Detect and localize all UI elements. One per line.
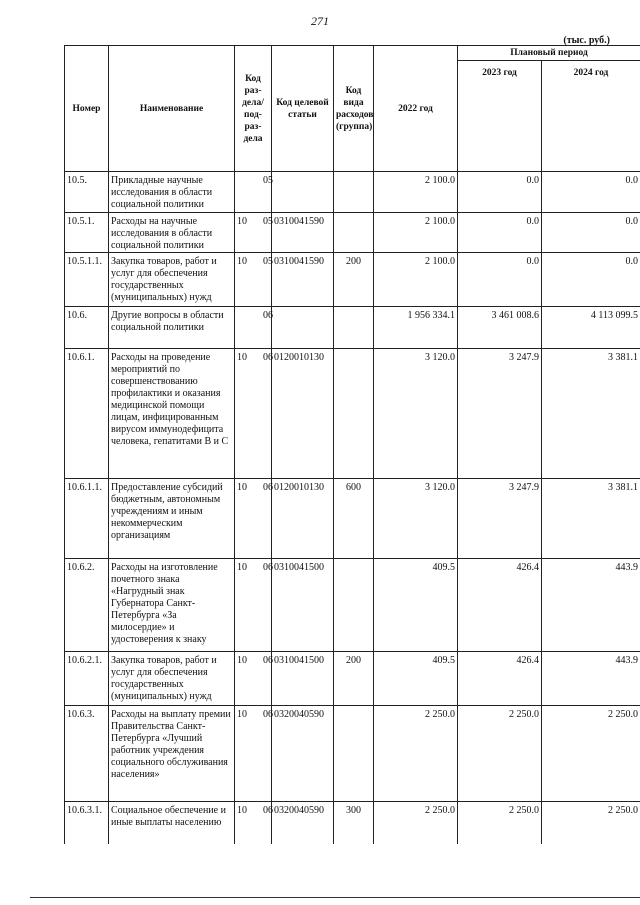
row-razdel: 10 (237, 709, 247, 720)
row-podrazdel: 06 (263, 805, 273, 816)
row-year-2023: 2 250.0 (458, 802, 542, 844)
row-name: Предоставление субсидий бюджетным, автономным учреждениям и иным некоммерческим организациям (109, 479, 235, 559)
row-name: Расходы на научные исследования в области социальной политики (109, 213, 235, 253)
page-number: 271 (311, 14, 329, 28)
row-expense-type (334, 307, 374, 349)
table-row (65, 213, 640, 253)
row-name: Другие вопросы в области социальной политики (109, 307, 235, 349)
table-row (65, 652, 640, 706)
row-name: Расходы на выплату премии Правительства Санкт-Петербурга «Лучший работник учреждения социального обслуживания населения» (109, 706, 235, 802)
row-podrazdel: 05 (263, 216, 273, 227)
header-plan-period: Плановый период (458, 46, 640, 61)
row-number: 10.5.1. (65, 213, 109, 253)
table-row (65, 253, 640, 307)
row-target: 0320040590 (272, 802, 334, 844)
row-section (235, 559, 272, 652)
table-row (65, 706, 640, 802)
header-year-2023: 2023 год (458, 61, 542, 172)
row-podrazdel: 06 (263, 655, 273, 666)
row-target: 0310041500 (272, 559, 334, 652)
row-year-2023: 3 461 008.6 (458, 307, 542, 349)
row-name: Закупка товаров, работ и услуг для обеспечения государственных (муниципальных) нужд (109, 253, 235, 307)
header-expense-type-code: Код вида расходов (группа) (334, 46, 374, 172)
row-target: 0310041500 (272, 652, 334, 706)
row-target: 0310041590 (272, 253, 334, 307)
row-number: 10.6.2. (65, 559, 109, 652)
row-target: 0120010130 (272, 349, 334, 479)
row-year-2023: 426.4 (458, 559, 542, 652)
header-target-code: Код целевой статьи (272, 46, 334, 172)
row-year-2024: 3 381.1 (542, 349, 640, 479)
row-year-2022: 2 100.0 (374, 213, 458, 253)
row-year-2024: 443.9 (542, 652, 640, 706)
table-row (65, 559, 640, 652)
row-podrazdel: 06 (263, 562, 273, 573)
budget-table (64, 45, 640, 844)
row-expense-type (334, 172, 374, 213)
row-year-2024: 443.9 (542, 559, 640, 652)
row-year-2022: 3 120.0 (374, 479, 458, 559)
row-podrazdel: 06 (263, 709, 273, 720)
row-expense-type (334, 706, 374, 802)
row-razdel: 10 (237, 655, 247, 666)
row-section (235, 213, 272, 253)
row-expense-type (334, 213, 374, 253)
row-number: 10.5. (65, 172, 109, 213)
row-number: 10.5.1.1. (65, 253, 109, 307)
row-section (235, 652, 272, 706)
table-row (65, 479, 640, 559)
row-year-2022: 409.5 (374, 559, 458, 652)
row-number: 10.6.3. (65, 706, 109, 802)
row-podrazdel: 05 (263, 175, 273, 186)
row-section (235, 307, 272, 349)
row-number: 10.6.2.1. (65, 652, 109, 706)
row-target (272, 172, 334, 213)
row-number: 10.6.1. (65, 349, 109, 479)
row-section (235, 802, 272, 844)
row-year-2022: 2 250.0 (374, 802, 458, 844)
row-year-2024: 0.0 (542, 213, 640, 253)
row-year-2023: 3 247.9 (458, 349, 542, 479)
row-year-2023: 0.0 (458, 213, 542, 253)
row-year-2024: 2 250.0 (542, 802, 640, 844)
row-year-2022: 2 100.0 (374, 253, 458, 307)
row-podrazdel: 06 (263, 310, 273, 321)
row-podrazdel: 06 (263, 482, 273, 493)
row-section (235, 349, 272, 479)
row-razdel: 10 (237, 562, 247, 573)
row-year-2023: 3 247.9 (458, 479, 542, 559)
table-row (65, 349, 640, 479)
row-year-2023: 0.0 (458, 172, 542, 213)
row-section (235, 706, 272, 802)
header-number: Номер (65, 46, 109, 172)
row-razdel: 10 (237, 805, 247, 816)
table-row (65, 307, 640, 349)
row-number: 10.6. (65, 307, 109, 349)
header-year-2024: 2024 год (542, 61, 640, 172)
row-target: 0120010130 (272, 479, 334, 559)
row-razdel: 10 (237, 216, 247, 227)
row-expense-type: 300 (334, 802, 374, 844)
row-year-2022: 1 956 334.1 (374, 307, 458, 349)
row-year-2023: 426.4 (458, 652, 542, 706)
row-year-2022: 409.5 (374, 652, 458, 706)
header-section-code: Код раз- дела/ под- раз- дела (235, 46, 272, 172)
row-year-2024: 3 381.1 (542, 479, 640, 559)
row-expense-type: 200 (334, 652, 374, 706)
header-name: Наименование (109, 46, 235, 172)
row-name: Расходы на изготовление почетного знака «Нагрудный знак Губернатора Санкт-Петербурга «За милосердие» и удостоверения к знаку (109, 559, 235, 652)
row-expense-type (334, 349, 374, 479)
footer-divider (30, 897, 640, 898)
row-expense-type: 600 (334, 479, 374, 559)
row-year-2022: 2 250.0 (374, 706, 458, 802)
row-razdel: 10 (237, 352, 247, 363)
row-section (235, 172, 272, 213)
row-target (272, 307, 334, 349)
row-name: Закупка товаров, работ и услуг для обеспечения государственных (муниципальных) нужд (109, 652, 235, 706)
row-year-2023: 2 250.0 (458, 706, 542, 802)
header-year-2022: 2022 год (374, 46, 458, 172)
row-expense-type (334, 559, 374, 652)
row-year-2024: 0.0 (542, 253, 640, 307)
row-section (235, 479, 272, 559)
row-year-2024: 4 113 099.5 (542, 307, 640, 349)
unit-label: (тыс. руб.) (563, 35, 610, 46)
row-expense-type: 200 (334, 253, 374, 307)
row-number: 10.6.1.1. (65, 479, 109, 559)
row-razdel: 10 (237, 482, 247, 493)
row-year-2022: 3 120.0 (374, 349, 458, 479)
row-podrazdel: 06 (263, 352, 273, 363)
row-razdel: 10 (237, 256, 247, 267)
row-target: 0310041590 (272, 213, 334, 253)
row-year-2024: 2 250.0 (542, 706, 640, 802)
table-header (65, 46, 640, 172)
row-number: 10.6.3.1. (65, 802, 109, 844)
row-year-2023: 0.0 (458, 253, 542, 307)
row-year-2022: 2 100.0 (374, 172, 458, 213)
table-row (65, 802, 640, 844)
row-name: Прикладные научные исследования в области социальной политики (109, 172, 235, 213)
row-podrazdel: 05 (263, 256, 273, 267)
row-target: 0320040590 (272, 706, 334, 802)
row-name: Социальное обеспечение и иные выплаты населению (109, 802, 235, 844)
row-section (235, 253, 272, 307)
row-name: Расходы на проведение мероприятий по совершенствованию профилактики и оказания медицинской помощи лицам, инфицированным вирусом иммунодефицита человека, гепатитами В и С (109, 349, 235, 479)
table-row (65, 172, 640, 213)
row-year-2024: 0.0 (542, 172, 640, 213)
